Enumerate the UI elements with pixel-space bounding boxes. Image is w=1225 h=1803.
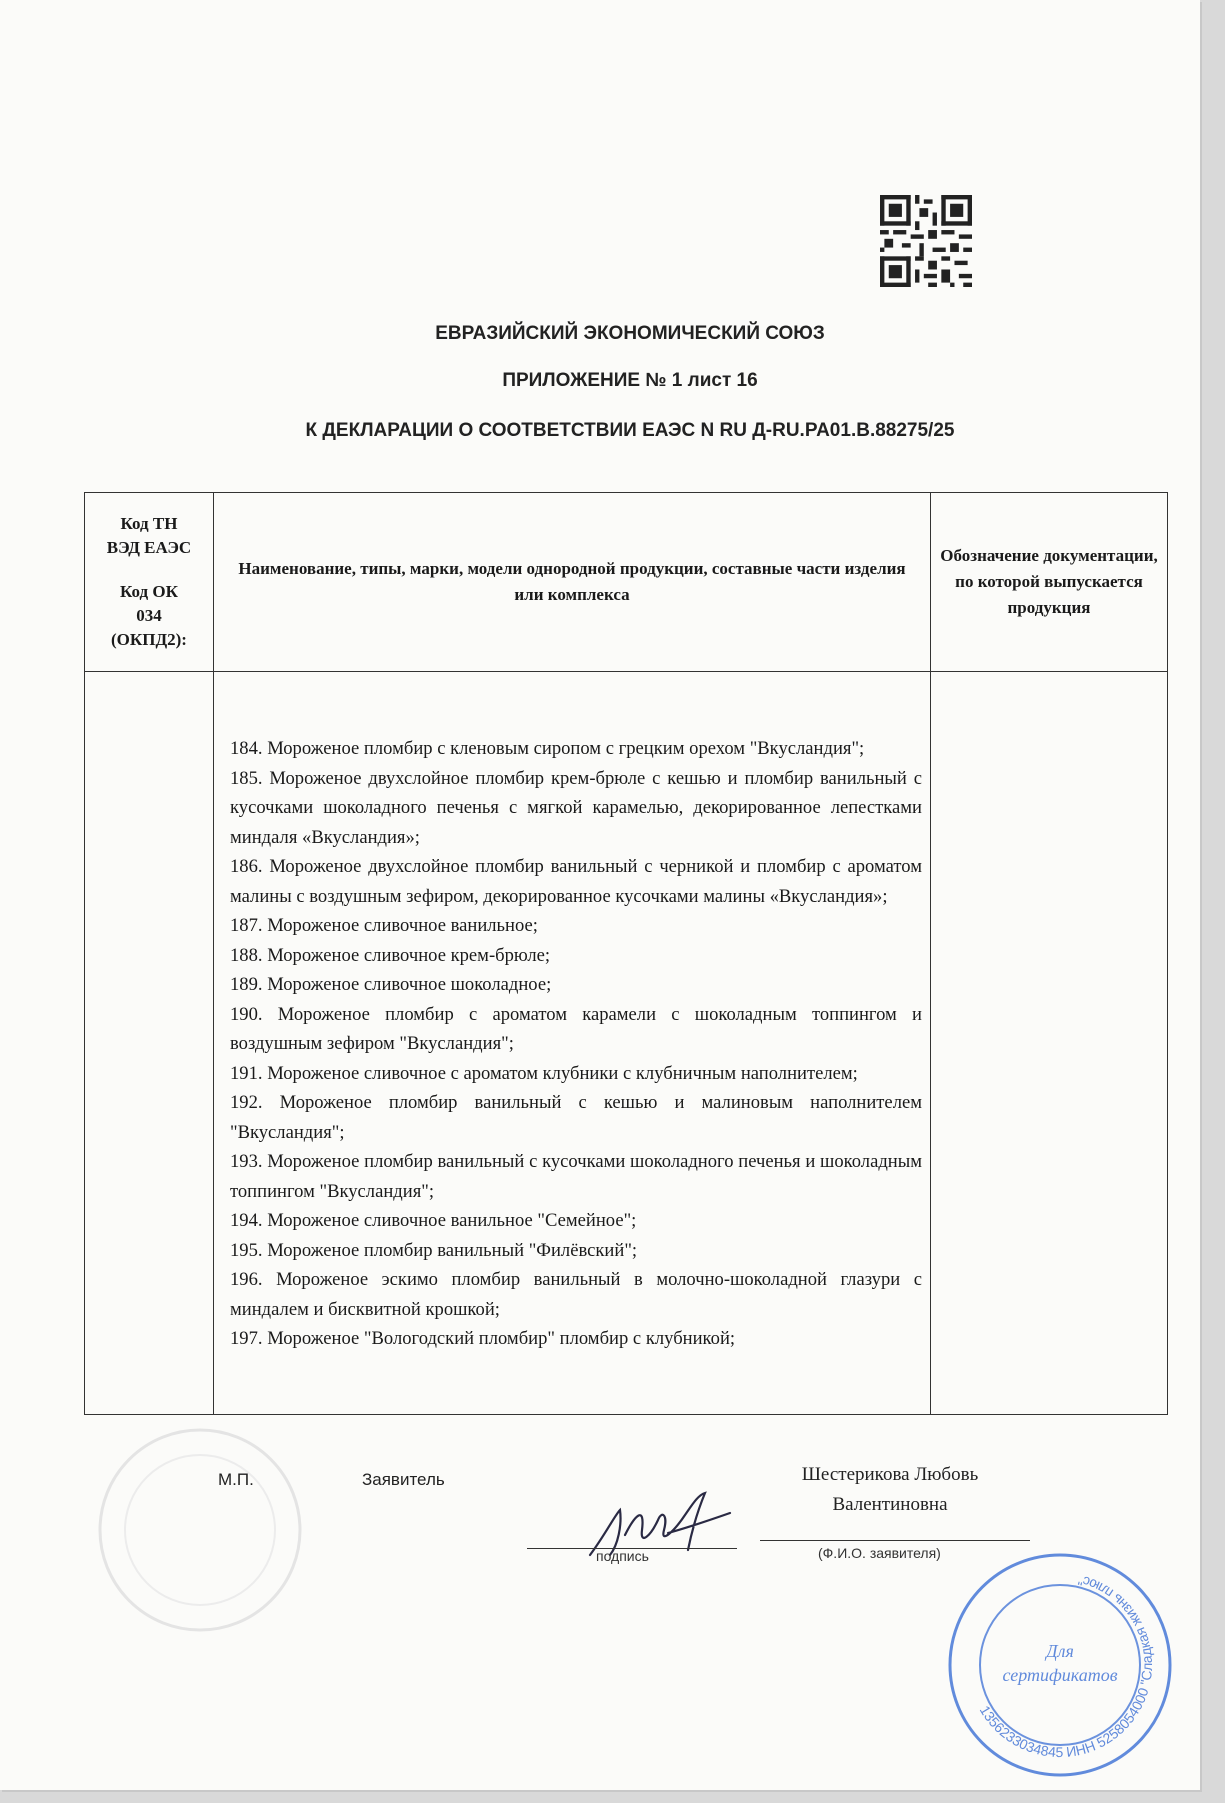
code-cell — [85, 672, 214, 1415]
list-item: 186. Мороженое двухслойное пломбир ванильный с черникой и пломбир с ароматом малины с воздушным зефиром, декорированное кусочками малины «Вкусландия»; — [230, 856, 922, 907]
col-code-header-line: Код ОК — [120, 582, 178, 601]
list-item: 189. Мороженое сливочное шоколадное; — [230, 974, 552, 996]
stamp-center-line2: сертификатов — [1002, 1665, 1118, 1685]
col-code-header-line: 034 — [136, 606, 162, 625]
list-item: 196. Мороженое эскимо пломбир ванильный в молочно-шоколадной глазури с миндалем и бисквитной крошкой; — [230, 1269, 922, 1320]
col-doc-header: Обозначение документации, по которой выпускается продукция — [931, 493, 1168, 672]
col-name-header: Наименование, типы, марки, модели однородной продукции, составные части изделия или комплекса — [214, 493, 931, 672]
col-code-header-line: (ОКПД2): — [111, 630, 187, 649]
signature-caption: подпись — [596, 1548, 649, 1564]
company-seal-icon — [940, 1545, 1180, 1785]
faint-stamp-icon — [90, 1420, 310, 1640]
fio-caption: (Ф.И.О. заявителя) — [818, 1545, 941, 1561]
col-code-header-line: Код ТН — [120, 514, 178, 533]
header-declaration: К ДЕКЛАРАЦИИ О СООТВЕТСТВИИ ЕАЭС N RU Д-RU.PA01.B.88275/25 — [305, 420, 955, 441]
table-header-row — [85, 493, 1168, 672]
list-item: 190. Мороженое пломбир с ароматом карамели с шоколадным топпингом и воздушным зефиром "Вкусландия"; — [230, 1003, 922, 1055]
list-item: 195. Мороженое пломбир ванильный "Филёвский"; — [230, 1239, 638, 1261]
list-item: 187. Мороженое сливочное ванильное; — [230, 915, 538, 937]
fio-line — [760, 1540, 1030, 1541]
products-table — [84, 492, 1168, 1415]
list-item: 193. Мороженое пломбир ванильный с кусочками шоколадного печенья и шоколадным топпингом "Вкусландия"; — [230, 1151, 922, 1202]
table-row — [85, 672, 1168, 1415]
col-code-header — [85, 493, 214, 672]
applicant-name-line: Валентиновна — [832, 1494, 948, 1515]
stamp-center-line1: Для — [1046, 1641, 1074, 1661]
list-item: 197. Мороженое "Вологодский пломбир" пломбир с клубникой; — [230, 1328, 736, 1350]
stamp-ring-text: 1356233034845 ИНН 5258054000 "Сладкая жизнь плюс" — [976, 1572, 1156, 1761]
list-item: 194. Мороженое сливочное ванильное "Семейное"; — [230, 1210, 637, 1232]
list-item: 191. Мороженое сливочное с ароматом клубники с клубничным наполнителем; — [230, 1062, 858, 1084]
list-item: 185. Мороженое двухслойное пломбир крем-брюле с кешью и пломбир ванильный с кусочками шоколадного печенья с мягкой карамелью, декорированное лепестками миндаля «Вкусландия»; — [230, 767, 922, 848]
doc-cell — [931, 672, 1168, 1415]
applicant-name — [760, 1460, 1020, 1520]
items-cell — [214, 672, 931, 1415]
applicant-label: Заявитель — [362, 1470, 445, 1489]
list-item: 188. Мороженое сливочное крем-брюле; — [230, 944, 551, 966]
applicant-name-line: Шестерикова Любовь — [801, 1464, 979, 1485]
list-item: 184. Мороженое пломбир с кленовым сиропом с грецким орехом "Вкусландия"; — [230, 738, 865, 760]
header-union: ЕВРАЗИЙСКИЙ ЭКОНОМИЧЕСКИЙ СОЮЗ — [435, 323, 825, 344]
header-appendix: ПРИЛОЖЕНИЕ № 1 лист 16 — [502, 370, 758, 391]
qr-code-icon — [880, 195, 972, 287]
col-code-header-line: ВЭД ЕАЭС — [106, 538, 192, 557]
stamp-place-label: М.П. — [218, 1470, 254, 1489]
list-item: 192. Мороженое пломбир ванильный с кешью и малиновым наполнителем "Вкусландия"; — [230, 1092, 922, 1143]
